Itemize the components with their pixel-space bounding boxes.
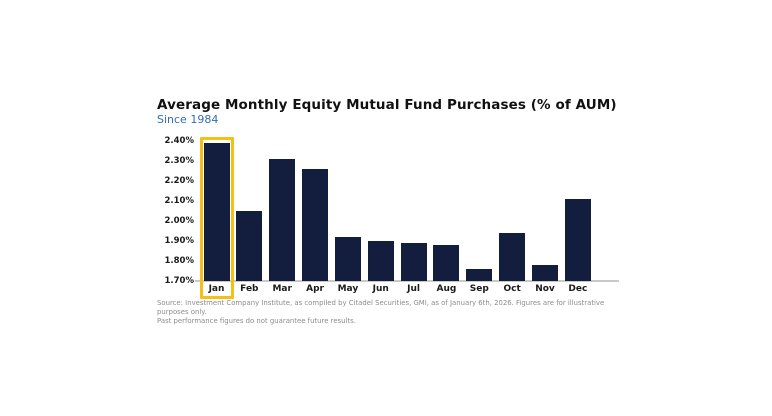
x-tick-label-apr: Apr bbox=[306, 284, 324, 294]
y-tick-label: 2.10% bbox=[164, 195, 194, 206]
bar-jun bbox=[368, 241, 394, 281]
x-tick-label-aug: Aug bbox=[436, 284, 457, 294]
bar-jul bbox=[401, 243, 427, 281]
x-tick-label-sep: Sep bbox=[469, 284, 489, 294]
bar-aug bbox=[433, 245, 459, 281]
bar-apr bbox=[302, 169, 328, 281]
source-note-line2: Past performance figures do not guarantee future results. bbox=[157, 317, 356, 325]
x-tick-label-may: May bbox=[337, 284, 359, 294]
y-tick-label: 2.30% bbox=[164, 155, 194, 166]
x-tick-label-mar: Mar bbox=[272, 284, 292, 294]
y-tick-label: 1.90% bbox=[164, 235, 194, 246]
chart-title: Average Monthly Equity Mutual Fund Purchases (% of AUM) bbox=[157, 97, 617, 113]
x-tick-label-dec: Dec bbox=[568, 284, 588, 294]
x-tick-label-jan: Jan bbox=[208, 284, 225, 294]
chart-subtitle: Since 1984 bbox=[157, 113, 219, 126]
y-tick-label: 2.00% bbox=[164, 215, 194, 226]
x-tick-label-nov: Nov bbox=[535, 284, 555, 294]
bar-feb bbox=[236, 211, 262, 281]
y-tick-label: 2.40% bbox=[164, 135, 194, 146]
y-tick-label: 1.70% bbox=[164, 275, 194, 286]
bar-oct bbox=[499, 233, 525, 281]
bar-sep bbox=[466, 269, 492, 281]
x-tick-label-oct: Oct bbox=[503, 284, 521, 294]
x-tick-label-jul: Jul bbox=[407, 284, 421, 294]
bar-mar bbox=[269, 159, 295, 281]
bar-dec bbox=[565, 199, 591, 281]
y-tick-label: 2.20% bbox=[164, 175, 194, 186]
bar-nov bbox=[532, 265, 558, 281]
x-tick-label-feb: Feb bbox=[240, 284, 259, 294]
source-note bbox=[157, 299, 627, 326]
y-tick-label: 1.80% bbox=[164, 255, 194, 266]
x-tick-label-jun: Jun bbox=[372, 284, 389, 294]
highlight-outline-jan bbox=[200, 137, 234, 299]
bar-may bbox=[335, 237, 361, 281]
source-note-line1: Source: Investment Company Institute, as compiled by Citadel Securities, GMI, as of January 6th, 2026. Figures are for illustrative purposes only. bbox=[157, 299, 605, 316]
